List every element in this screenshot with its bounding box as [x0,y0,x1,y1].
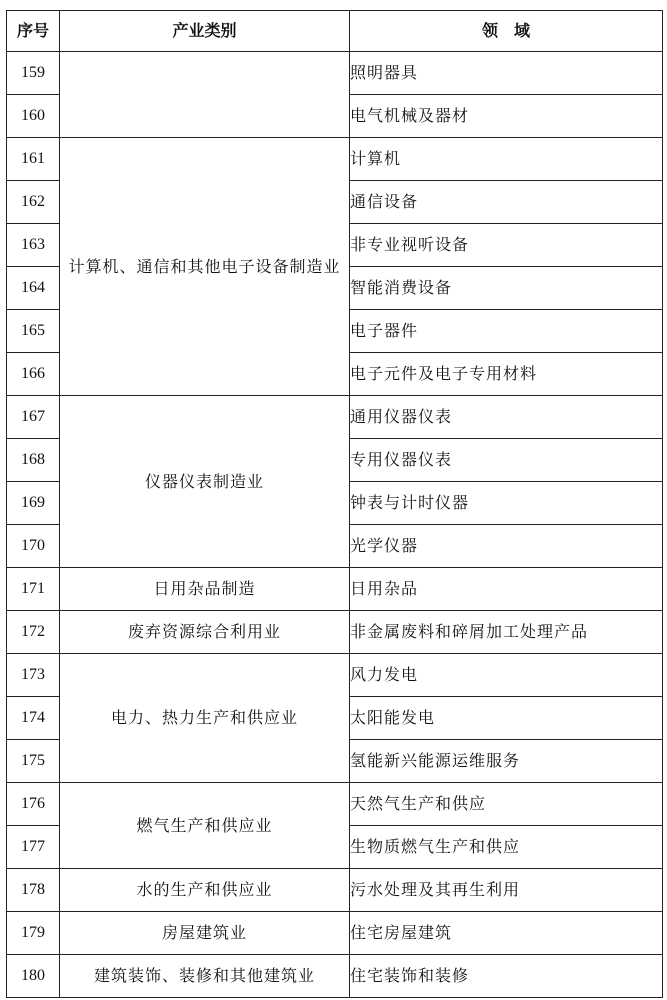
row-domain: 智能消费设备 [350,267,663,310]
table-row [7,912,663,955]
row-domain: 电子元件及电子专用材料 [350,353,663,396]
row-seq: 179 [7,912,60,955]
industry-domain-table [6,10,663,998]
row-seq: 171 [7,568,60,611]
row-seq: 161 [7,138,60,181]
table-row [7,611,663,654]
row-category [60,396,350,568]
category-label: 电力、热力生产和供应业 [110,708,298,727]
row-seq: 167 [7,396,60,439]
table-row [7,955,663,998]
row-seq: 159 [7,52,60,95]
row-seq: 169 [7,482,60,525]
row-seq: 176 [7,783,60,826]
row-category [60,52,350,138]
header-seq: 序号 [7,11,60,52]
row-domain: 光学仪器 [350,525,663,568]
row-seq: 177 [7,826,60,869]
row-seq: 174 [7,697,60,740]
table-row [7,568,663,611]
row-domain: 钟表与计时仪器 [350,482,663,525]
row-domain: 电气机械及器材 [350,95,663,138]
row-category [60,912,350,955]
row-seq: 164 [7,267,60,310]
table-row [7,869,663,912]
row-seq: 178 [7,869,60,912]
row-seq: 173 [7,654,60,697]
row-seq: 162 [7,181,60,224]
category-label: 仪器仪表制造业 [144,471,264,491]
row-seq: 180 [7,955,60,998]
row-seq: 168 [7,439,60,482]
row-category [60,783,350,869]
table-body [7,52,663,998]
row-domain: 日用杂品 [350,568,663,611]
row-domain: 通用仪器仪表 [350,396,663,439]
row-seq: 172 [7,611,60,654]
category-label: 日用杂品制造 [153,579,256,598]
header-row [7,11,663,52]
row-domain: 氢能新兴能源运维服务 [350,740,663,783]
row-category [60,955,350,998]
row-seq: 170 [7,525,60,568]
row-domain: 住宅房屋建筑 [350,912,663,955]
row-domain: 计算机 [350,138,663,181]
category-label: 废弃资源综合利用业 [127,622,281,641]
row-category [60,869,350,912]
row-seq: 175 [7,740,60,783]
header-category: 产业类别 [60,11,350,52]
row-category [60,568,350,611]
row-seq: 166 [7,353,60,396]
row-category [60,654,350,783]
category-label: 计算机、通信和其他电子设备制造业 [68,256,341,276]
table-row [7,396,663,439]
category-label: 水的生产和供应业 [136,880,273,899]
row-domain: 非金属废料和碎屑加工处理产品 [350,611,663,654]
row-seq: 163 [7,224,60,267]
row-domain: 专用仪器仪表 [350,439,663,482]
row-category [60,611,350,654]
category-label: 燃气生产和供应业 [136,815,273,835]
row-domain: 住宅装饰和装修 [350,955,663,998]
table-row [7,52,663,95]
category-label: 建筑装饰、装修和其他建筑业 [93,966,315,985]
table-row [7,654,663,697]
row-domain: 太阳能发电 [350,697,663,740]
row-domain: 通信设备 [350,181,663,224]
row-domain: 天然气生产和供应 [350,783,663,826]
row-domain: 污水处理及其再生利用 [350,869,663,912]
table-row [7,783,663,826]
row-domain: 生物质燃气生产和供应 [350,826,663,869]
row-domain: 非专业视听设备 [350,224,663,267]
row-category [60,138,350,396]
header-domain: 领 域 [350,11,663,52]
table-row [7,138,663,181]
row-seq: 160 [7,95,60,138]
row-domain: 电子器件 [350,310,663,353]
row-seq: 165 [7,310,60,353]
category-label: 房屋建筑业 [161,923,247,942]
row-domain: 照明器具 [350,52,663,95]
row-domain: 风力发电 [350,654,663,697]
table-header [7,11,663,52]
